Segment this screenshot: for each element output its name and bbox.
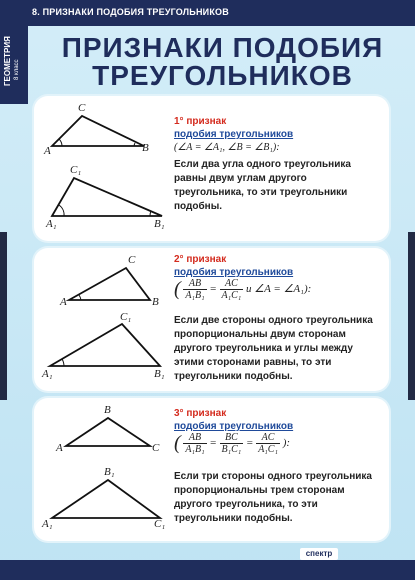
page-title [30,34,415,90]
sign-2-formula: ( $\frac{AB}{\text{A₁B₁}}$ = $\frac{AC}{\text{A₁C₁}}$ и ∠A = ∠A₁): [174,278,312,301]
left-side-strip [0,232,7,400]
fraction-ab: $\frac{AB}{\text{A₁B₁}}$ [185,432,205,455]
sign-3-formula: ( $\frac{AB}{\text{A₁B₁}}$ = $\frac{BC}{\text{B₁C₁}}$ = $\frac{AC}{\text{A₁C₁}}$ ): [174,432,291,455]
fraction-ac: $\frac{AC}{\text{A₁C₁}}$ [221,278,242,301]
sign-1-condition: (∠A = ∠A₁, ∠B = ∠B₁): [174,142,280,153]
vertex-A: A [56,442,63,454]
publisher-logo: спектр [300,548,338,560]
right-side-strip [408,232,415,400]
vertex-A1: A₁ [46,218,57,230]
top-bar [0,0,415,26]
subject-label: ГЕОМЕТРИЯ [3,36,12,86]
sign-2-subtitle: подобия треугольников [174,267,294,278]
vertex-A: A [44,145,51,157]
title-line-2: ТРЕУГОЛЬНИКОВ [92,60,353,91]
grade-label: 8 класс [14,59,20,80]
sign-3-subtitle: подобия треугольников [174,421,294,432]
footer-bar [0,560,415,580]
sign-1-title: 1° признак [174,116,227,127]
vertex-B: B [152,296,159,308]
vertex-B1: B₁ [154,368,165,380]
title-line-1: ПРИЗНАКИ ПОДОБИЯ [61,32,384,63]
vertex-C: C [78,102,86,114]
vertex-B: B [142,142,149,154]
vertex-A1: A₁ [42,518,53,530]
vertex-C1: C₁ [70,164,82,176]
sign-1-subtitle: подобия треугольников [174,129,294,140]
sign-card-3 [34,398,389,541]
sign-2-angle-condition: и ∠A = ∠A₁): [246,283,312,296]
sign-1-text: Если два угла одного треугольника равны двум углам другого треугольника, то эти треугольники подобны. [174,159,351,212]
vertex-C1: C₁ [154,518,166,530]
fraction-ac: $\frac{AC}{\text{A₁C₁}}$ [258,432,278,455]
sign-2-title: 2° признак [174,254,227,265]
vertex-B: B [104,404,111,416]
fraction-bc: $\frac{BC}{\text{B₁C₁}}$ [221,432,242,455]
fraction-ab: $\frac{AB}{\text{A₁B₁}}$ [185,278,205,301]
triangles-figure-2 [34,248,174,391]
vertex-A1: A₁ [42,368,53,380]
vertex-A: A [60,296,67,308]
vertex-C1: C₁ [120,311,132,323]
vertex-C: C [152,442,160,454]
sign-card-2 [34,248,389,391]
topbar-title: 8. ПРИЗНАКИ ПОДОБИЯ ТРЕУГОЛЬНИКОВ [32,7,229,17]
vertex-C: C [128,254,136,266]
sign-2-text: Если две стороны одного треугольника пропорциональны двум сторонам другого треугольника и углы между этими сторонами равны, то эти треугольники подобны. [174,315,373,382]
sign-3-text: Если три стороны одного треугольника пропорциональны трем сторонам другого треугольника, то эти треугольники подобны. [174,471,372,524]
vertex-B1: B₁ [104,466,115,478]
vertex-B1: B₁ [154,218,165,230]
sign-3-title: 3° признак [174,408,227,419]
sign-card-1 [34,96,389,241]
